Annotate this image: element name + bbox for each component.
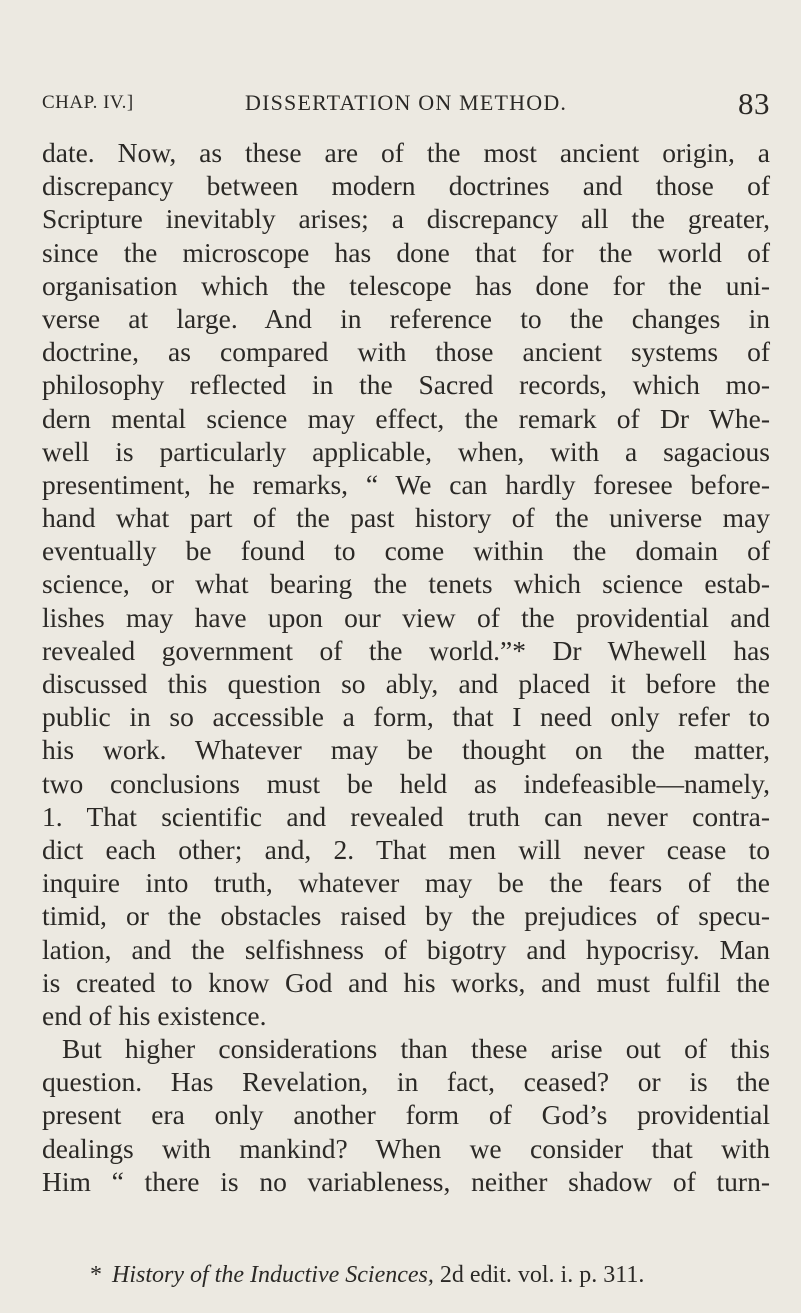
text-line: dern mental science may effect, the remark of Dr Whe-	[42, 402, 770, 434]
text-line: presentiment, he remarks, “ We can hardly foresee before-	[42, 468, 770, 500]
text-line: well is particularly applicable, when, with a sagacious	[42, 435, 770, 467]
text-line: dict each other; and, 2. That men will never cease to	[42, 833, 770, 865]
footnote	[42, 1262, 770, 1289]
text-line: timid, or the obstacles raised by the prejudices of specu-	[42, 900, 770, 932]
text-line: Him “ there is no variableness, neither shadow of turn-	[42, 1165, 770, 1197]
text-line: revealed government of the world.”* Dr Whewell has	[42, 634, 770, 666]
text-line: lishes may have upon our view of the providential and	[42, 601, 770, 633]
text-line: question. Has Revelation, in fact, ceased? or is the	[42, 1066, 770, 1098]
text-line: dealings with mankind? When we consider that with	[42, 1132, 770, 1164]
text-line: discrepancy between modern doctrines and those of	[42, 170, 770, 202]
text-line: lation, and the selfishness of bigotry and hypocrisy. Man	[42, 933, 770, 965]
text-line: science, or what bearing the tenets which science estab-	[42, 568, 770, 600]
text-line: two conclusions must be held as indefeasible—namely,	[42, 767, 770, 799]
text-line: inquire into truth, whatever may be the fears of the	[42, 867, 770, 899]
text-line: eventually be found to come within the domain of	[42, 535, 770, 567]
text-line: present era only another form of God’s providential	[42, 1099, 770, 1131]
footnote-book-title: History of the Inductive Sciences,	[112, 1262, 434, 1288]
text-line: his work. Whatever may be thought on the matter,	[42, 734, 770, 766]
text-line: Scripture inevitably arises; a discrepancy all the greater,	[42, 203, 770, 235]
footnote-citation: 2d edit. vol. i. p. 311.	[439, 1262, 645, 1288]
text-line: hand what part of the past history of the universe may	[42, 502, 770, 534]
text-line: 1. That scientific and revealed truth can never contra-	[42, 800, 770, 832]
footnote-mark: *	[90, 1262, 102, 1288]
chapter-label: CHAP. IV.]	[42, 92, 134, 113]
body-text	[42, 136, 770, 1198]
text-line: verse at large. And in reference to the changes in	[42, 302, 770, 334]
text-line: end of his existence.	[42, 999, 267, 1031]
text-line: date. Now, as these are of the most ancient origin, a	[42, 137, 770, 168]
text-line: philosophy reflected in the Sacred records, which mo-	[42, 369, 770, 401]
text-line: since the microscope has done that for the world of	[42, 236, 770, 268]
text-line: But higher considerations than these arise out of this	[62, 1033, 770, 1065]
page-number: 83	[738, 86, 770, 121]
text-line: organisation which the telescope has done for the uni-	[42, 269, 770, 301]
running-header	[42, 86, 770, 122]
text-line: is created to know God and his works, and must fulfil the	[42, 966, 770, 998]
running-title: DISSERTATION ON METHOD.	[245, 90, 568, 115]
text-line: doctrine, as compared with those ancient systems of	[42, 336, 770, 368]
text-line: discussed this question so ably, and placed it before the	[42, 668, 770, 699]
text-line: public in so accessible a form, that I need only refer to	[42, 701, 770, 733]
